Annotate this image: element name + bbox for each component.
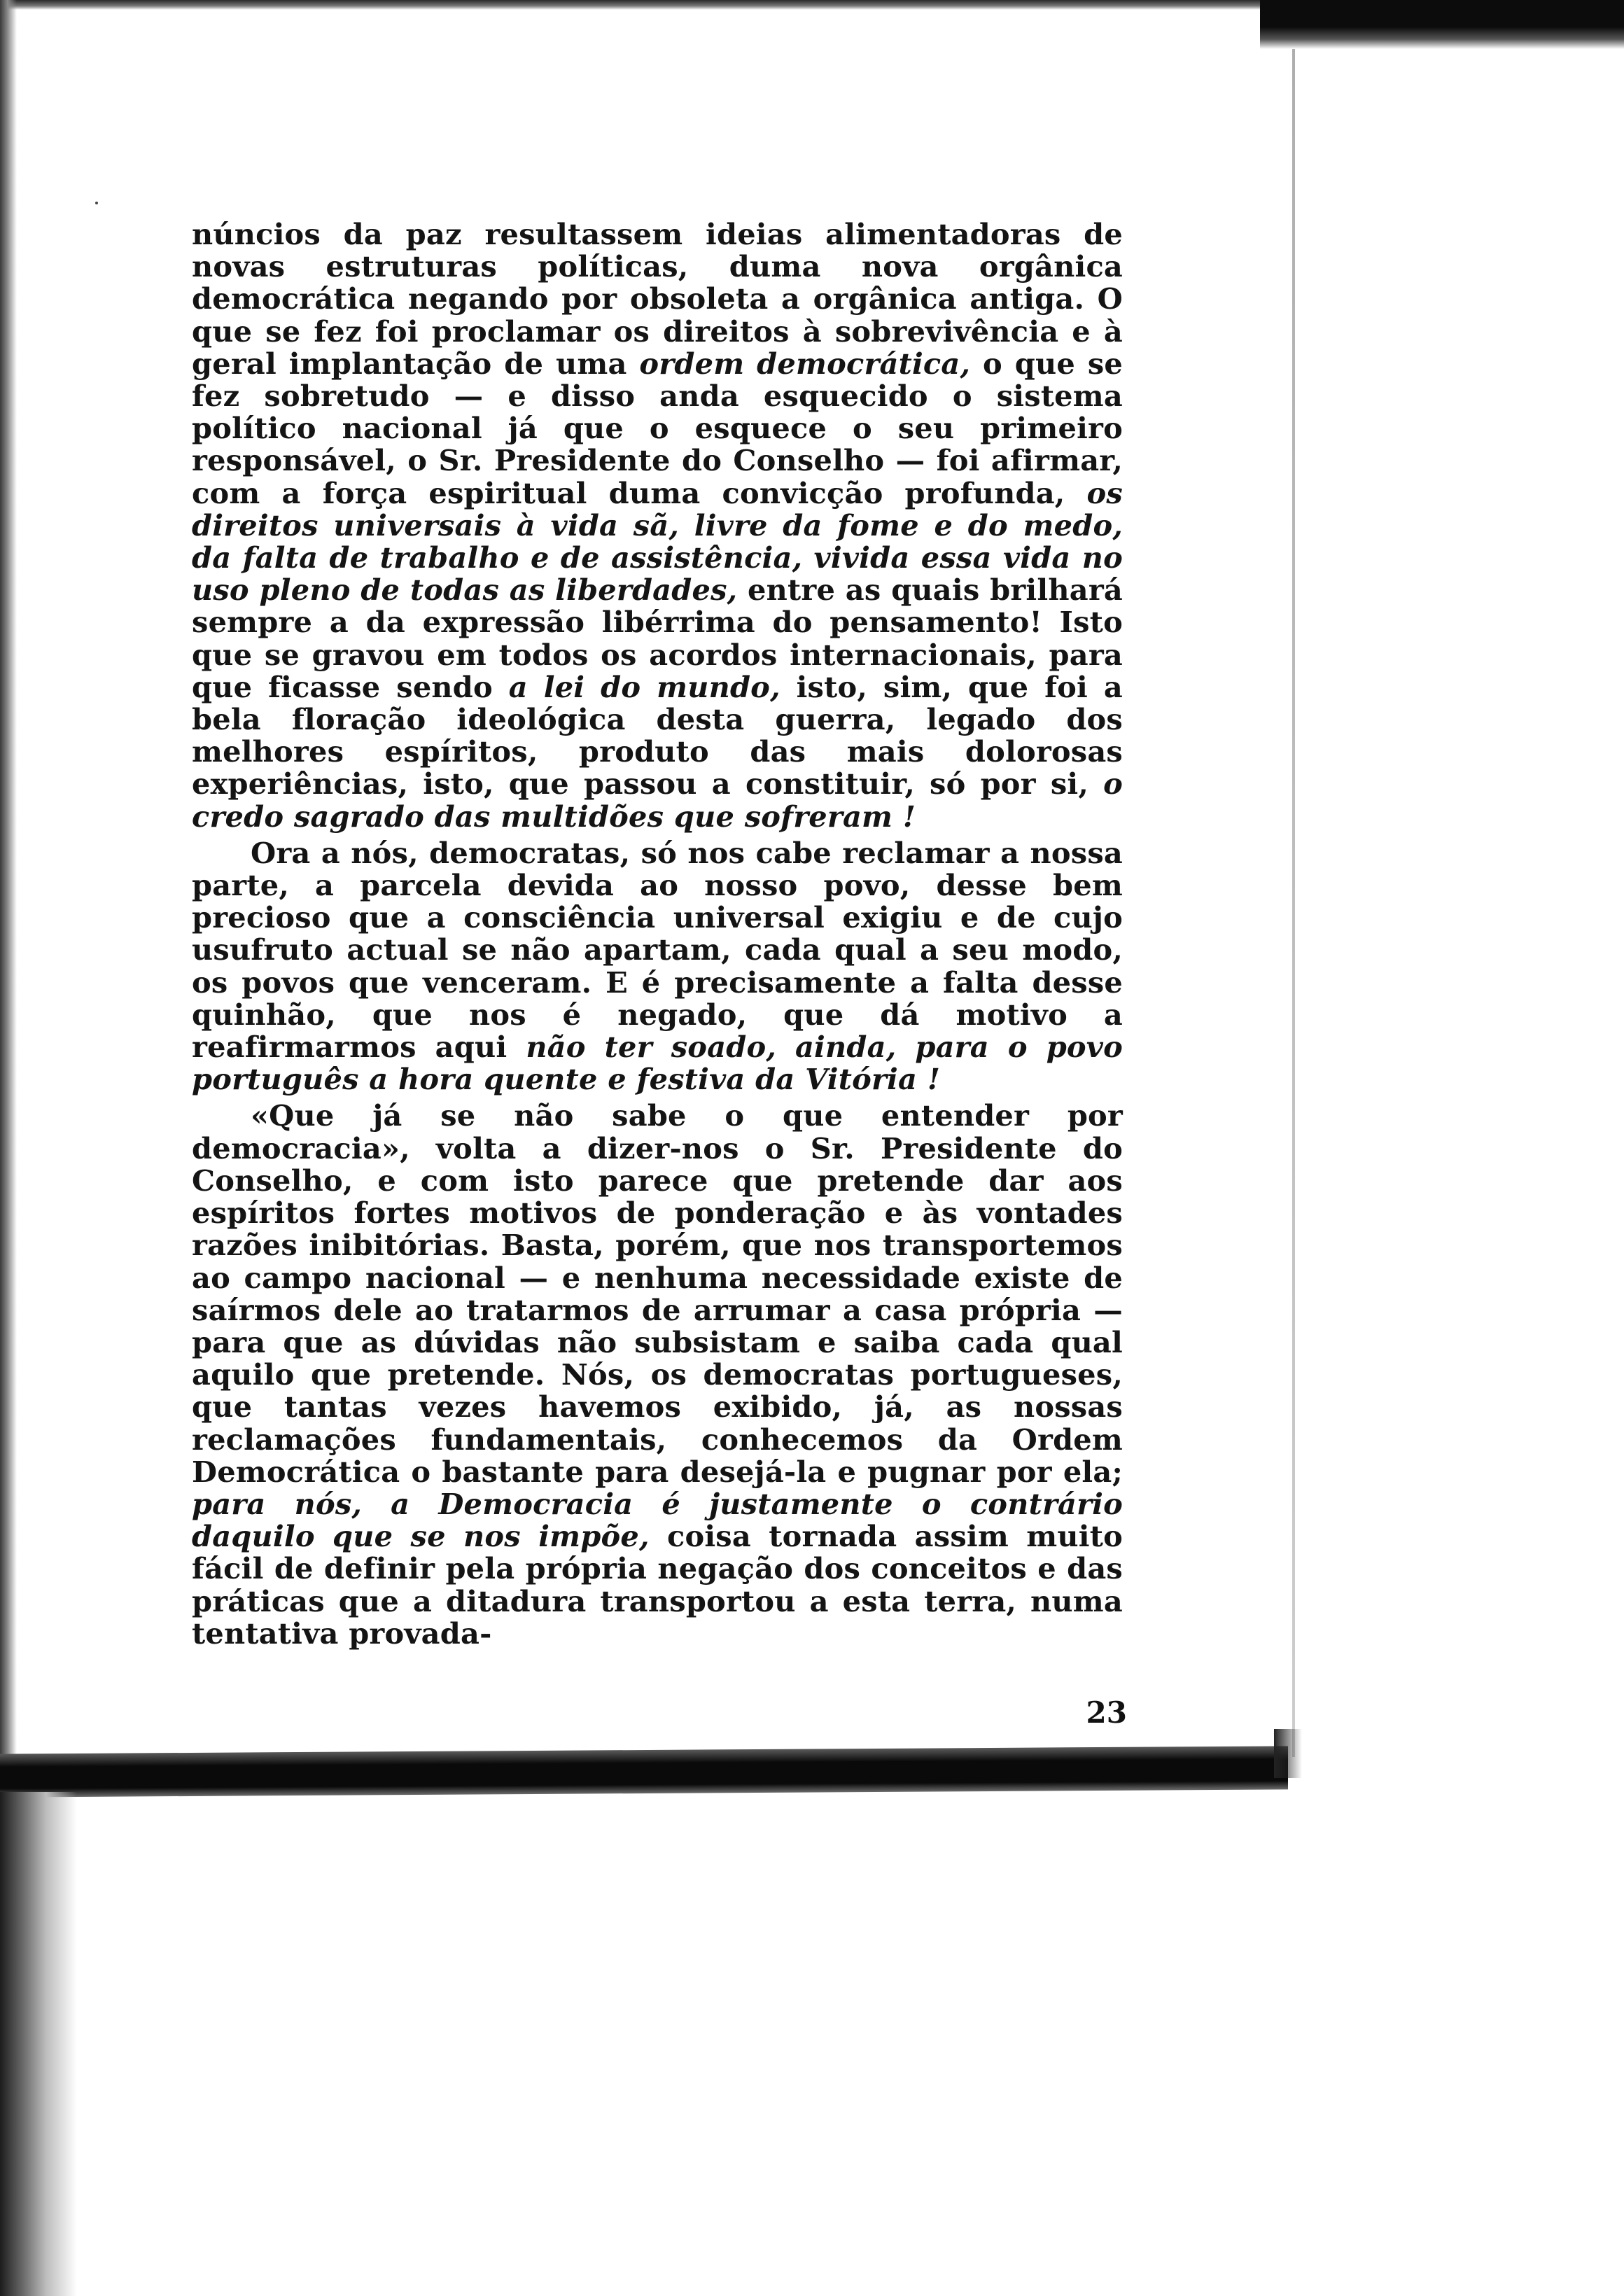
text-run: Ora a nós, democratas, só nos cabe reclamar a nossa parte, a parcela devida ao nosso povo, desse bem precioso que a consciência universal exigiu e de cujo usufruto actual se não apartam, cada qual a seu modo, os povos que venceram. E é precisamente a falta desse quinhão, que nos é negado, que dá motivo a reafirmarmos aqui	[192, 835, 1123, 1065]
italic-text: o credo sagrado das multidões que sofreram !	[192, 766, 1123, 834]
italic-text: ordem democrática,	[639, 346, 971, 381]
page-edge-right	[1292, 49, 1295, 1757]
scan-shadow-bottom	[0, 1746, 1288, 1797]
text-run: isto, sim, que foi a bela floração ideológica desta guerra, legado dos melhores espíritos, produto das mais dolorosas experiências, isto, que passou a constituir, só por si,	[192, 669, 1123, 802]
page-number: 23	[1086, 1695, 1127, 1730]
scan-shadow-lower-left	[0, 1792, 77, 2296]
dust-speck	[95, 202, 98, 204]
text-run: núncios da paz resultassem ideias alimentadoras de novas estruturas políticas, duma nova orgânica democrática negando por obsoleta a orgânica antiga. O que se fez foi proclamar os direitos à sobrevivência e à geral implantação de uma	[192, 217, 1123, 381]
scan-shadow-top	[0, 0, 1267, 10]
text-run: «Que já se não sabe o que entender por democracia», volta a dizer-nos o Sr. Presidente do Conselho, e com isto parece que pretende dar aos espíritos fortes motivos de ponderação e às vontades razões inibitórias. Basta, porém, que nos transportemos ao campo nacional — e nenhuma necessidade existe de saírmos dele ao tratarmos de arrumar a casa própria — para que as dúvidas não subsistam e saiba cada qual aquilo que pretende. Nós, os democratas portugueses, que tantas vezes havemos exibido, já, as nossas reclamações fundamentais, conhecemos da Ordem Democrática o bastante para desejá-la e pugnar por ela;	[192, 1098, 1123, 1489]
italic-text: não ter soado, ainda, para o povo português a hora quente e festiva da Vitória !	[192, 1030, 1123, 1097]
text-run: coisa tornada assim muito fácil de definir pela própria negação dos conceitos e das práticas que a ditadura transportou a esta terra, numa tentativa provada-	[192, 1519, 1124, 1651]
body-text	[192, 218, 1123, 1650]
italic-text: os direitos universais à vida sã, livre da fome e do medo, da falta de trabalho e de assistência, vivida essa vida no uso pleno de todas as liberdades,	[192, 475, 1123, 608]
text-run: o que se fez sobretudo — e disso anda esquecido o sistema político nacional já que o esquece o seu primeiro responsável, o Sr. Presidente do Conselho — foi afirmar, com a força espiritual duma convicção profunda,	[192, 346, 1123, 510]
italic-text: para nós, a Democracia é justamente o contrário daquilo que se nos impõe,	[192, 1486, 1123, 1554]
paragraph	[192, 1100, 1123, 1649]
scan-shadow-bottom-corner	[1274, 1729, 1302, 1778]
paragraph	[192, 837, 1123, 1096]
paragraph	[192, 218, 1123, 833]
italic-text: a lei do mundo,	[508, 669, 780, 704]
scan-shadow-top-right	[1260, 0, 1624, 49]
text-run: entre as quais brilhará sempre a da expressão libérrima do pensamento! Isto que se gravou em todos os acordos internacionais, para que ficasse sendo	[192, 573, 1123, 704]
